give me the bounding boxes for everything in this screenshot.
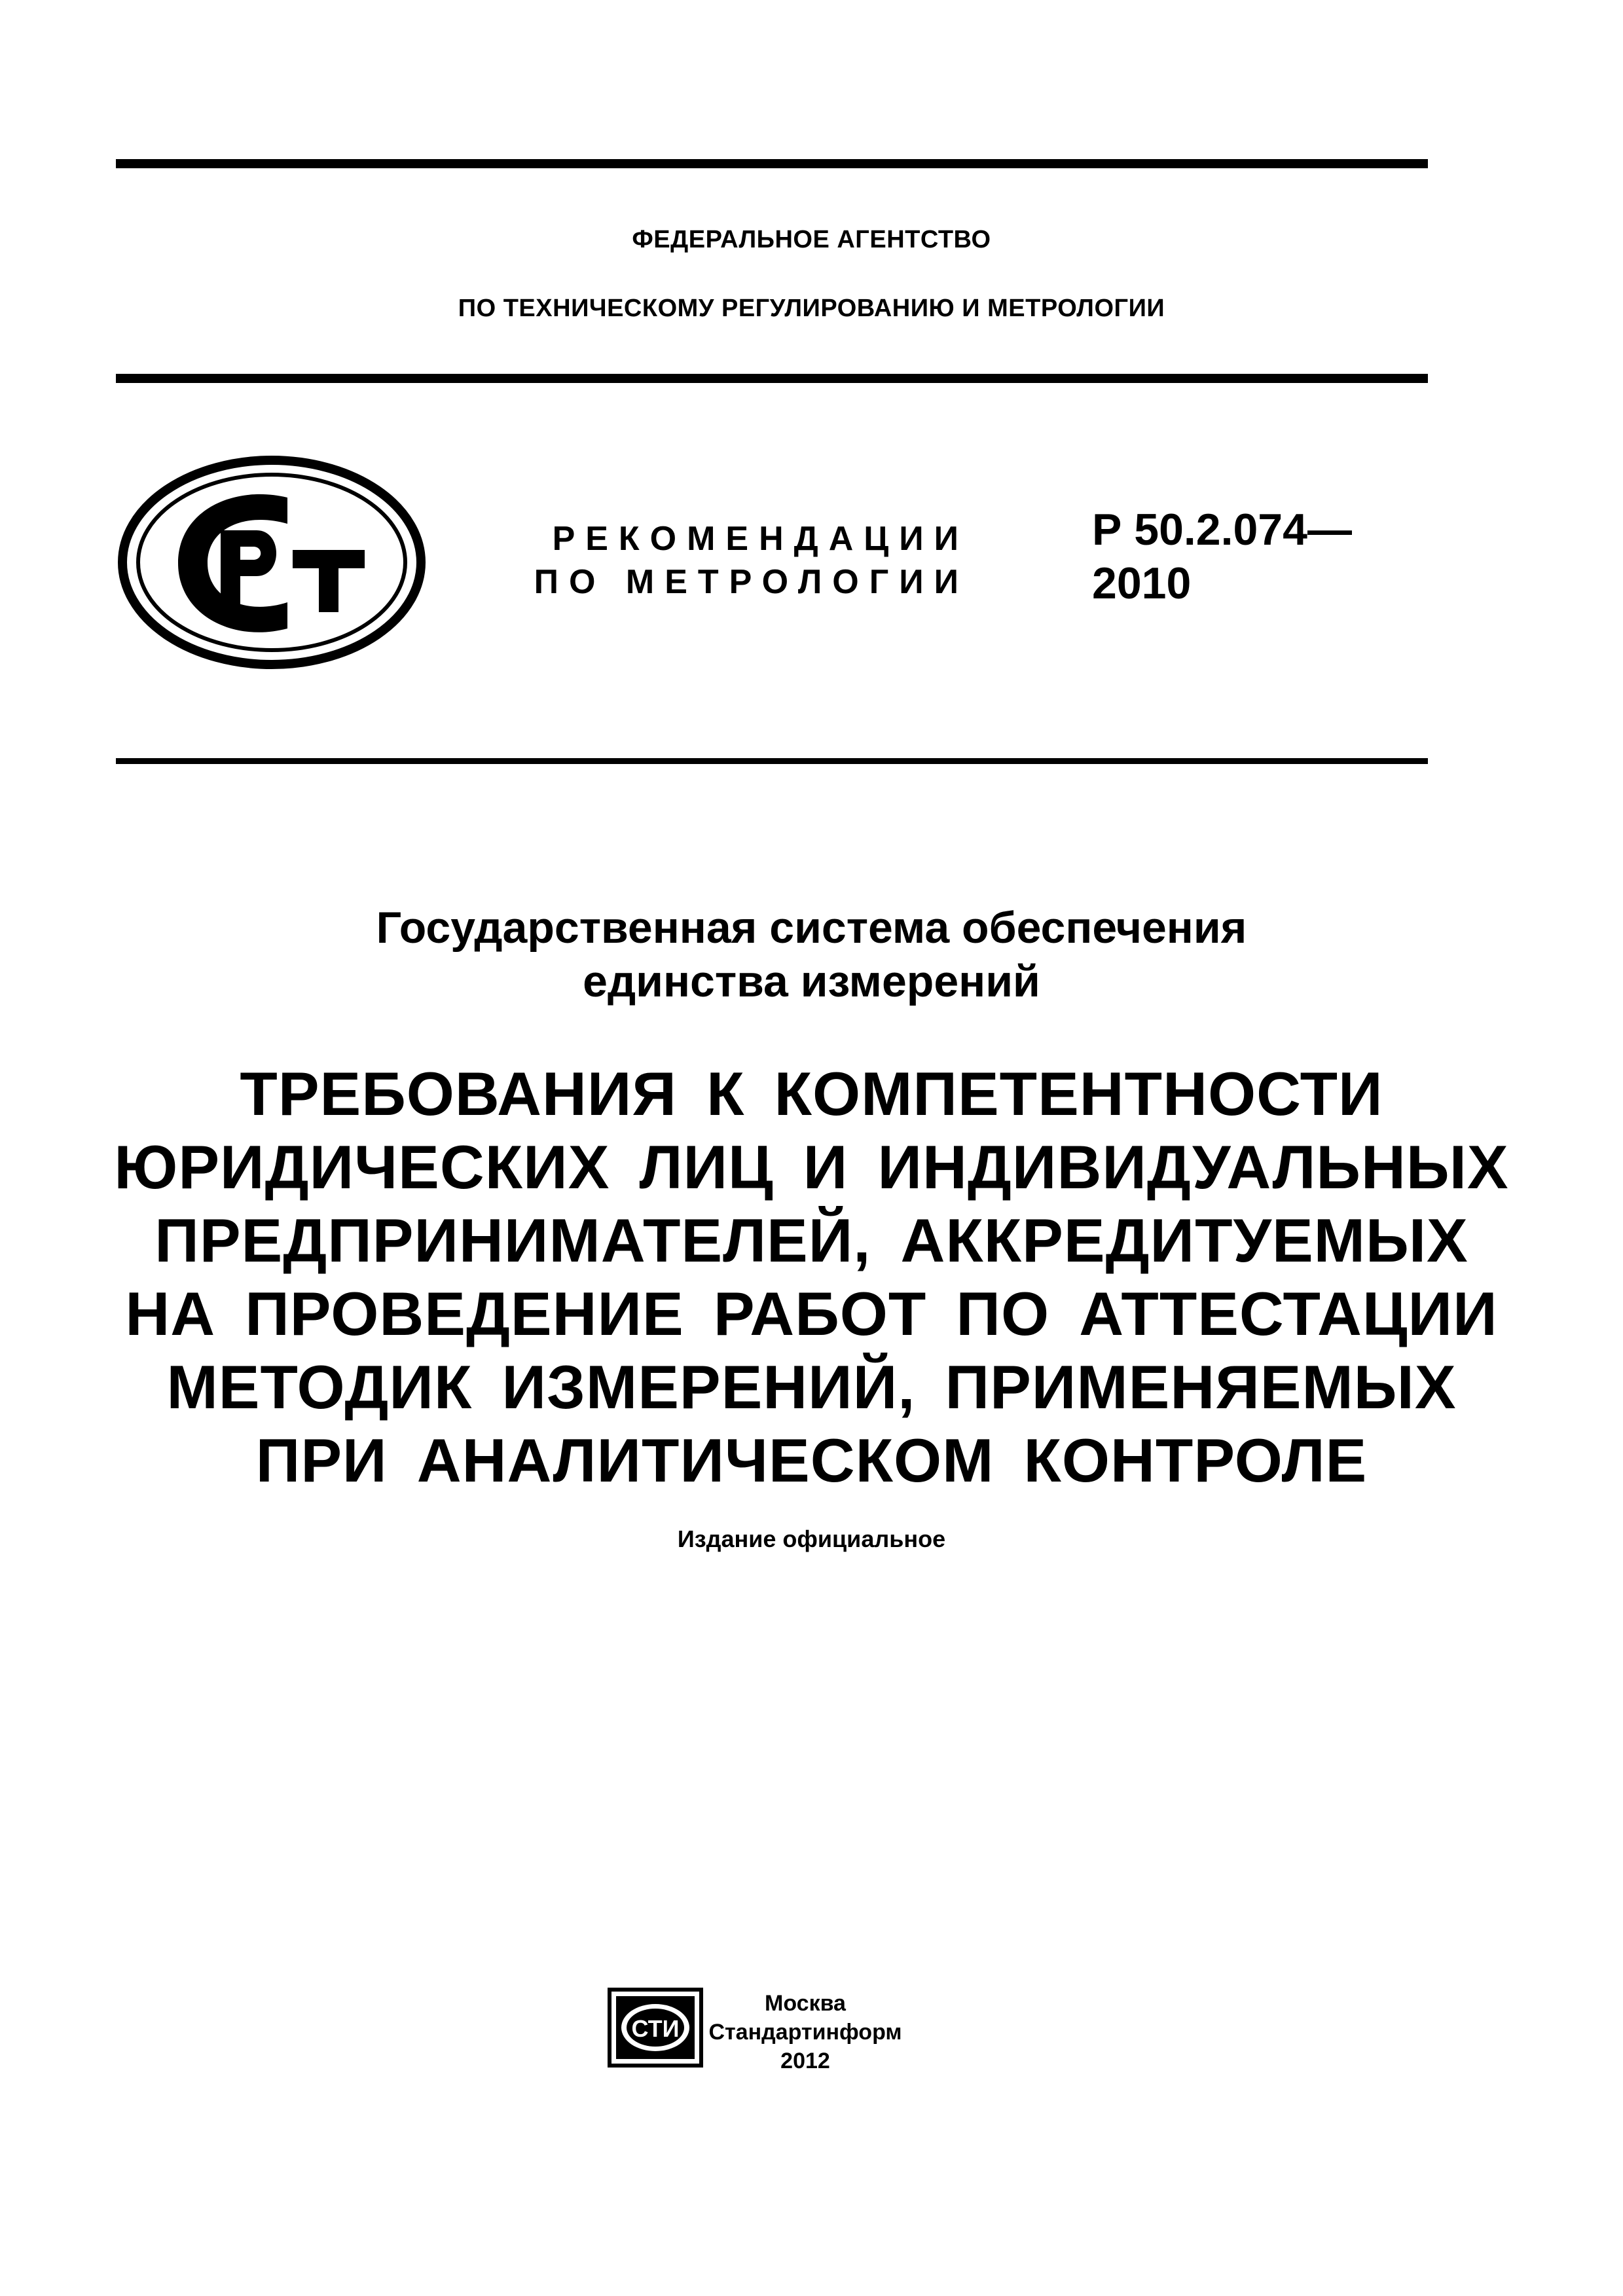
standartinform-logo-icon [606,1987,705,2068]
edition-label: Издание официальное [677,1525,946,1552]
title-line: ЮРИДИЧЕСКИХ ЛИЦ И ИНДИВИДУАЛЬНЫХ [114,1133,1509,1201]
rst-certification-mark-icon [116,452,428,673]
standartinform-logo-text: СТИ [631,2015,680,2042]
title-line: ПРЕДПРИНИМАТЕЛЕЙ, АККРЕДИТУЕМЫХ [155,1206,1468,1275]
title-line: ПРИ АНАЛИТИЧЕСКОМ КОНТРОЛЕ [255,1426,1368,1495]
document-number-line1: Р 50.2.074— [1092,505,1352,555]
publication-year: 2012 [780,2049,830,2073]
designation-rule [116,758,1428,764]
document-number-line2: 2010 [1092,558,1192,608]
agency-name-line2: ПО ТЕХНИЧЕСКОМУ РЕГУЛИРОВАНИЮ И МЕТРОЛОГИИ [458,295,1165,322]
title-line: МЕТОДИК ИЗМЕРЕНИЙ, ПРИМЕНЯЕМЫХ [166,1353,1457,1421]
header-rule [116,374,1428,383]
document-number [1092,503,1352,610]
title-line: НА ПРОВЕДЕНИЕ РАБОТ ПО АТТЕСТАЦИИ [125,1279,1498,1348]
category-line2: ПО МЕТРОЛОГИИ [534,563,969,601]
agency-name-line1: ФЕДЕРАЛЬНОЕ АГЕНТСТВО [632,226,991,253]
publisher-info [707,1989,903,2075]
publisher-name: Стандартинформ [708,2020,902,2045]
title-line: ТРЕБОВАНИЯ К КОМПЕТЕНТНОСТИ [240,1059,1383,1128]
system-name [0,901,1623,1008]
publisher-city: Москва [765,1991,846,2016]
top-rule [116,159,1428,168]
category-line1: РЕКОМЕНДАЦИИ [552,520,969,558]
document-category [498,517,969,604]
document-title [0,1057,1623,1497]
system-name-line1: Государственная система обеспечения [376,903,1247,953]
system-name-line2: единства измерений [583,957,1040,1006]
